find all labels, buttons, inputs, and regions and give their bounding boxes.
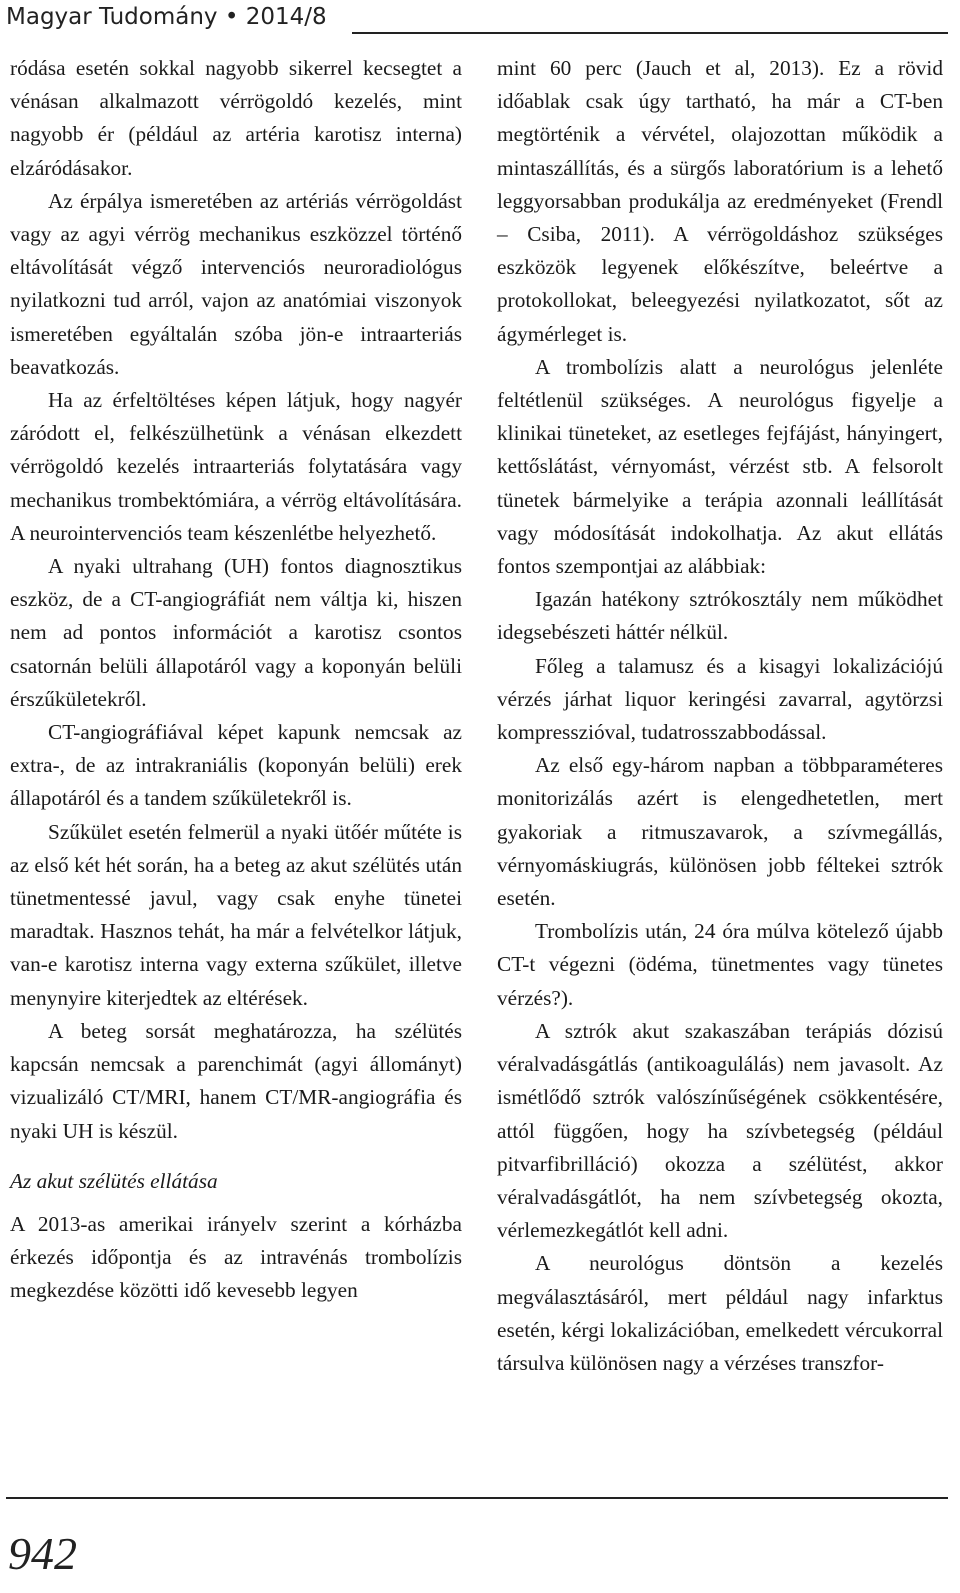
- paragraph: Szűkület esetén felmerül a nyaki ütőér műtéte is az első két hét során, ha a beteg az akut szélütés után tünetmentessé javul, vagy csak enyhe tünetei maradtak. Hasznos tehát, ha már a felvételkor látjuk, van-e karotisz interna vagy externa szűkület, illetve menynyire kiterjedtek az eltérések.: [10, 819, 462, 1010]
- paragraph: A neurológus döntsön a kezelés megválasztásáról, mert például nagy infarktus esetén, kérgi lokalizációban, emelkedett vércukorral társulva különösen nagy a vérzéses transzfor-: [497, 1251, 943, 1375]
- paragraph: Az első egy-három napban a többparaméteres monitorizálás azért is elengedhetetlen, mert gyakoriak a ritmuszavarok, a szívmegállás, vérnyomáskiugrás, különösen jobb féltekei sztrók esetén.: [497, 753, 943, 911]
- journal-title: Magyar Tudomány • 2014/8: [6, 4, 327, 30]
- paragraph: Trombolízis után, 24 óra múlva kötelező újabb CT-t végezni (ödéma, tünetmentes vagy tünetes vérzés?).: [497, 919, 943, 1010]
- paragraph: CT-angiográfiával képet kapunk nemcsak az extra-, de az intrakraniális (koponyán belüli) erek állapotáról és a tandem szűkületekről is.: [10, 720, 462, 811]
- paragraph: A trombolízis alatt a neurológus jelenléte feltétlenül szükséges. A neurológus figyelje a klinikai tüneteket, az esetleges fejfájást, hányingert, kettőslátást, vérnyomást, vérzést stb. A felsorolt tünetek bármelyike a terápia azonnali leállítását vagy módosítását indokolhatja. Az akut ellátás fontos szempontjai az alábbiak:: [497, 354, 943, 579]
- section-heading: Az akut szélütés ellátása: [10, 1168, 218, 1193]
- running-header: [6, 0, 954, 40]
- paragraph: A sztrók akut szakaszában terápiás dózisú véralvadásgátlás (antikoagulálás) nem javasolt. Az ismétlődő sztrók valószínűségének csökkentésére, attól függően, hogy ha szívbetegség (például pitvarfibrilláció) okozza a szélütést, akkor véralvadásgátlót, ha nem szívbetegség okozta, vérlemezkegátlót kell adni.: [497, 1018, 943, 1243]
- paragraph: A nyaki ultrahang (UH) fontos diagnosztikus eszköz, de a CT-angiográfiát nem váltja ki, hiszen nem ad pontos információt a karotisz csontos csatornán belüli állapotáról vagy a koponyán belüli érszűkületekről.: [10, 554, 462, 711]
- paragraph: Főleg a talamusz és a kisagyi lokalizációjú vérzés járhat liquor keringési zavarral, agytörzsi kompresszióval, tudatrosszabbodással.: [497, 653, 943, 745]
- paragraph: Igazán hatékony sztrókosztály nem működhet idegsebészeti háttér nélkül.: [497, 587, 943, 645]
- paragraph: mint 60 perc (Jauch et al, 2013). Ez a rövid időablak csak úgy tartható, ha már a CT-ben megtörténik a vérvétel, olajozottan működik a mintaszállítás, és a sürgős laboratórium is a lehető leggyorsabban produkálja az eredményeket (Frendl – Csiba, 2011). A vérrögoldáshoz szükséges eszközök legyenek előkészítve, beleértve a protokollokat, beleegyezési nyilatkozatot, sőt az ágymérleget is.: [497, 56, 943, 346]
- paragraph: A beteg sorsát meghatározza, ha szélütés kapcsán nemcsak a parenchimát (agyi állományt) vizualizáló CT/MRI, hanem CT/MR-angiográfia és nyaki UH is készül.: [10, 1018, 462, 1143]
- page-number: 942: [8, 1528, 77, 1579]
- paragraph: Az érpálya ismeretében az artériás vérrögoldást vagy az agyi vérrög mechanikus eszközzel történő eltávolítását végző intervenciós neuroradiológus nyilatkozni tud arról, vajon az anatómiai viszonyok ismeretében egyáltalán szóba jön-e intraarteriás beavatkozás.: [10, 188, 462, 379]
- paragraph: Ha az érfeltöltéses képen látjuk, hogy nagyér záródott el, felkészülhetünk a vénásan elkezdett vérrögoldó kezelés intraarteriás folytatására vagy mechanikus trombektómiára, a vérrög eltávolítására. A neurointervenciós team készenlétbe helyezhető.: [10, 388, 462, 545]
- header-rule: [352, 32, 948, 34]
- paragraph: A 2013-as amerikai irányelv szerint a kórházba érkezés időpontja és az intravénás trombolízis megkezdése közötti idő kevesebb legyen: [10, 1211, 462, 1303]
- right-column: [497, 52, 943, 1380]
- left-column: [10, 52, 462, 1307]
- footer-rule: [6, 1497, 948, 1499]
- paragraph: ródása esetén sokkal nagyobb sikerrel kecsegtet a vénásan alkalmazott vérrögoldó kezelés, mint nagyobb ér (például az artéria karotisz interna) elzáródásakor.: [10, 56, 462, 180]
